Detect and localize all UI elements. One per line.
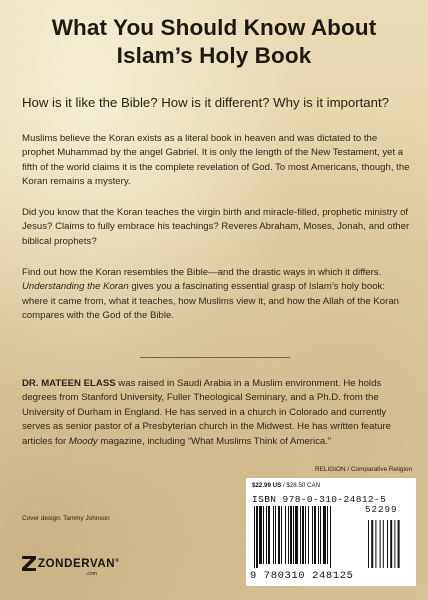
paragraph-jesus-questions: Did you know that the Koran teaches the virgin birth and miracle-filled, prophetic ministry of Jesus? Claims to fully embrace his teachings? Reveres Abraham, Moses, Jonah, and other biblical prophets? — [22, 207, 410, 247]
barcode-bar — [288, 506, 289, 564]
author-bio — [22, 377, 410, 449]
barcode-label — [246, 478, 416, 586]
headline-line-1: What You Should Know About — [51, 15, 377, 40]
registered-mark: ® — [115, 558, 120, 565]
barcode-bar — [327, 506, 328, 564]
paragraph-book-pitch — [22, 266, 410, 324]
price-us: $22.99 US — [252, 482, 282, 489]
cover-design-credit: Cover design: Tammy Johnson — [22, 515, 110, 522]
barcode-bar — [266, 506, 267, 564]
zondervan-logo-icon — [22, 556, 36, 571]
barcode-bar — [330, 506, 331, 568]
barcode-bar — [300, 506, 301, 564]
barcode-bar — [254, 506, 255, 568]
pitch-text-a: Find out how the Koran resembles the Bible—and the drastic ways in which it differs. — [22, 267, 382, 278]
bio-text-b: magazine, including “What Muslims Think of America.” — [97, 435, 332, 447]
barcode-addon-bar — [368, 520, 369, 568]
barcode-addon-digits: 52299 — [365, 504, 398, 515]
barcode-bar — [293, 506, 294, 564]
barcode-addon-bar — [387, 520, 388, 568]
barcode-addon-bar — [375, 520, 376, 568]
cover-headline — [0, 14, 428, 70]
barcode-bar — [320, 506, 321, 564]
barcode-bar — [302, 506, 304, 564]
ean-digits: 9 780310 248125 — [250, 570, 354, 582]
barcode-bar — [256, 506, 258, 568]
barcode-addon-bar — [398, 520, 400, 568]
barcode-bar — [278, 506, 280, 564]
publisher-name-text: ZONDERVAN — [38, 558, 116, 570]
barcode-bar — [285, 506, 286, 564]
barcode-bar — [314, 506, 316, 564]
barcode-bar — [323, 506, 326, 564]
price-line — [252, 482, 320, 489]
category-label: RELIGION / Comparative Religion — [315, 466, 412, 473]
barcode-bar — [273, 506, 274, 564]
publisher-name — [38, 558, 119, 570]
barcode-bar — [275, 506, 276, 564]
author-name: DR. MATEEN ELASS — [22, 378, 116, 389]
barcode-addon-bar — [394, 520, 395, 568]
barcode-addon-bar — [390, 520, 392, 568]
price-can: / $28.50 CAN — [281, 482, 321, 489]
barcode-bar — [295, 506, 298, 564]
barcode-bar — [263, 506, 264, 564]
paragraph-koran-belief: Muslims believe the Koran exists as a literal book in heaven and was dictated to the prophet Muhammad by the angel Gabriel. It is only the length of the New Testament, yet a fifth of the world claims it is the complete revelation of God. To most Americans, though, the Koran remains a mystery. — [22, 133, 410, 188]
barcode-addon-bar — [383, 520, 384, 568]
headline-line-2: Islam’s Holy Book — [116, 43, 312, 68]
magazine-name: Moody — [68, 435, 98, 447]
barcode-bar — [259, 506, 262, 564]
barcode-bar — [305, 506, 306, 564]
section-divider — [140, 357, 290, 358]
barcode-bar — [268, 506, 270, 564]
barcode-addon-bar — [380, 520, 381, 568]
publisher-domain: .com — [86, 571, 97, 577]
barcode-bar — [318, 506, 319, 564]
barcode-bar — [312, 506, 313, 564]
barcode-bar — [290, 506, 292, 564]
barcode-addon-bar — [371, 520, 373, 568]
barcode-bars — [252, 506, 412, 568]
isbn-number: ISBN 978-0-310-24812-5 — [252, 494, 387, 505]
barcode-bar — [308, 506, 309, 564]
publisher-logo — [22, 553, 120, 577]
barcode-bar — [281, 506, 282, 564]
book-title-italic: Understanding the Koran — [22, 281, 129, 293]
pitch-text-b: gives you a fascinating essential grasp of Islam’s holy book: where it came from, what it teaches, how Muslims view it, and how the Allah of the Koran compares with the God of the Bible. — [22, 281, 399, 322]
lead-questions: How is it like the Bible? How is it different? Why is it important? — [22, 95, 389, 110]
bio-text-a: was raised in Saudi Arabia in a Muslim environment. He holds degrees from Stanford University, Fuller Theological Seminary, and a Ph.D. from the University of Durham in England. He has served in a church in Colorado and currently serves as senior pastor of a Presbyterian church in the Midwest. He has written feature articles for — [22, 378, 391, 447]
